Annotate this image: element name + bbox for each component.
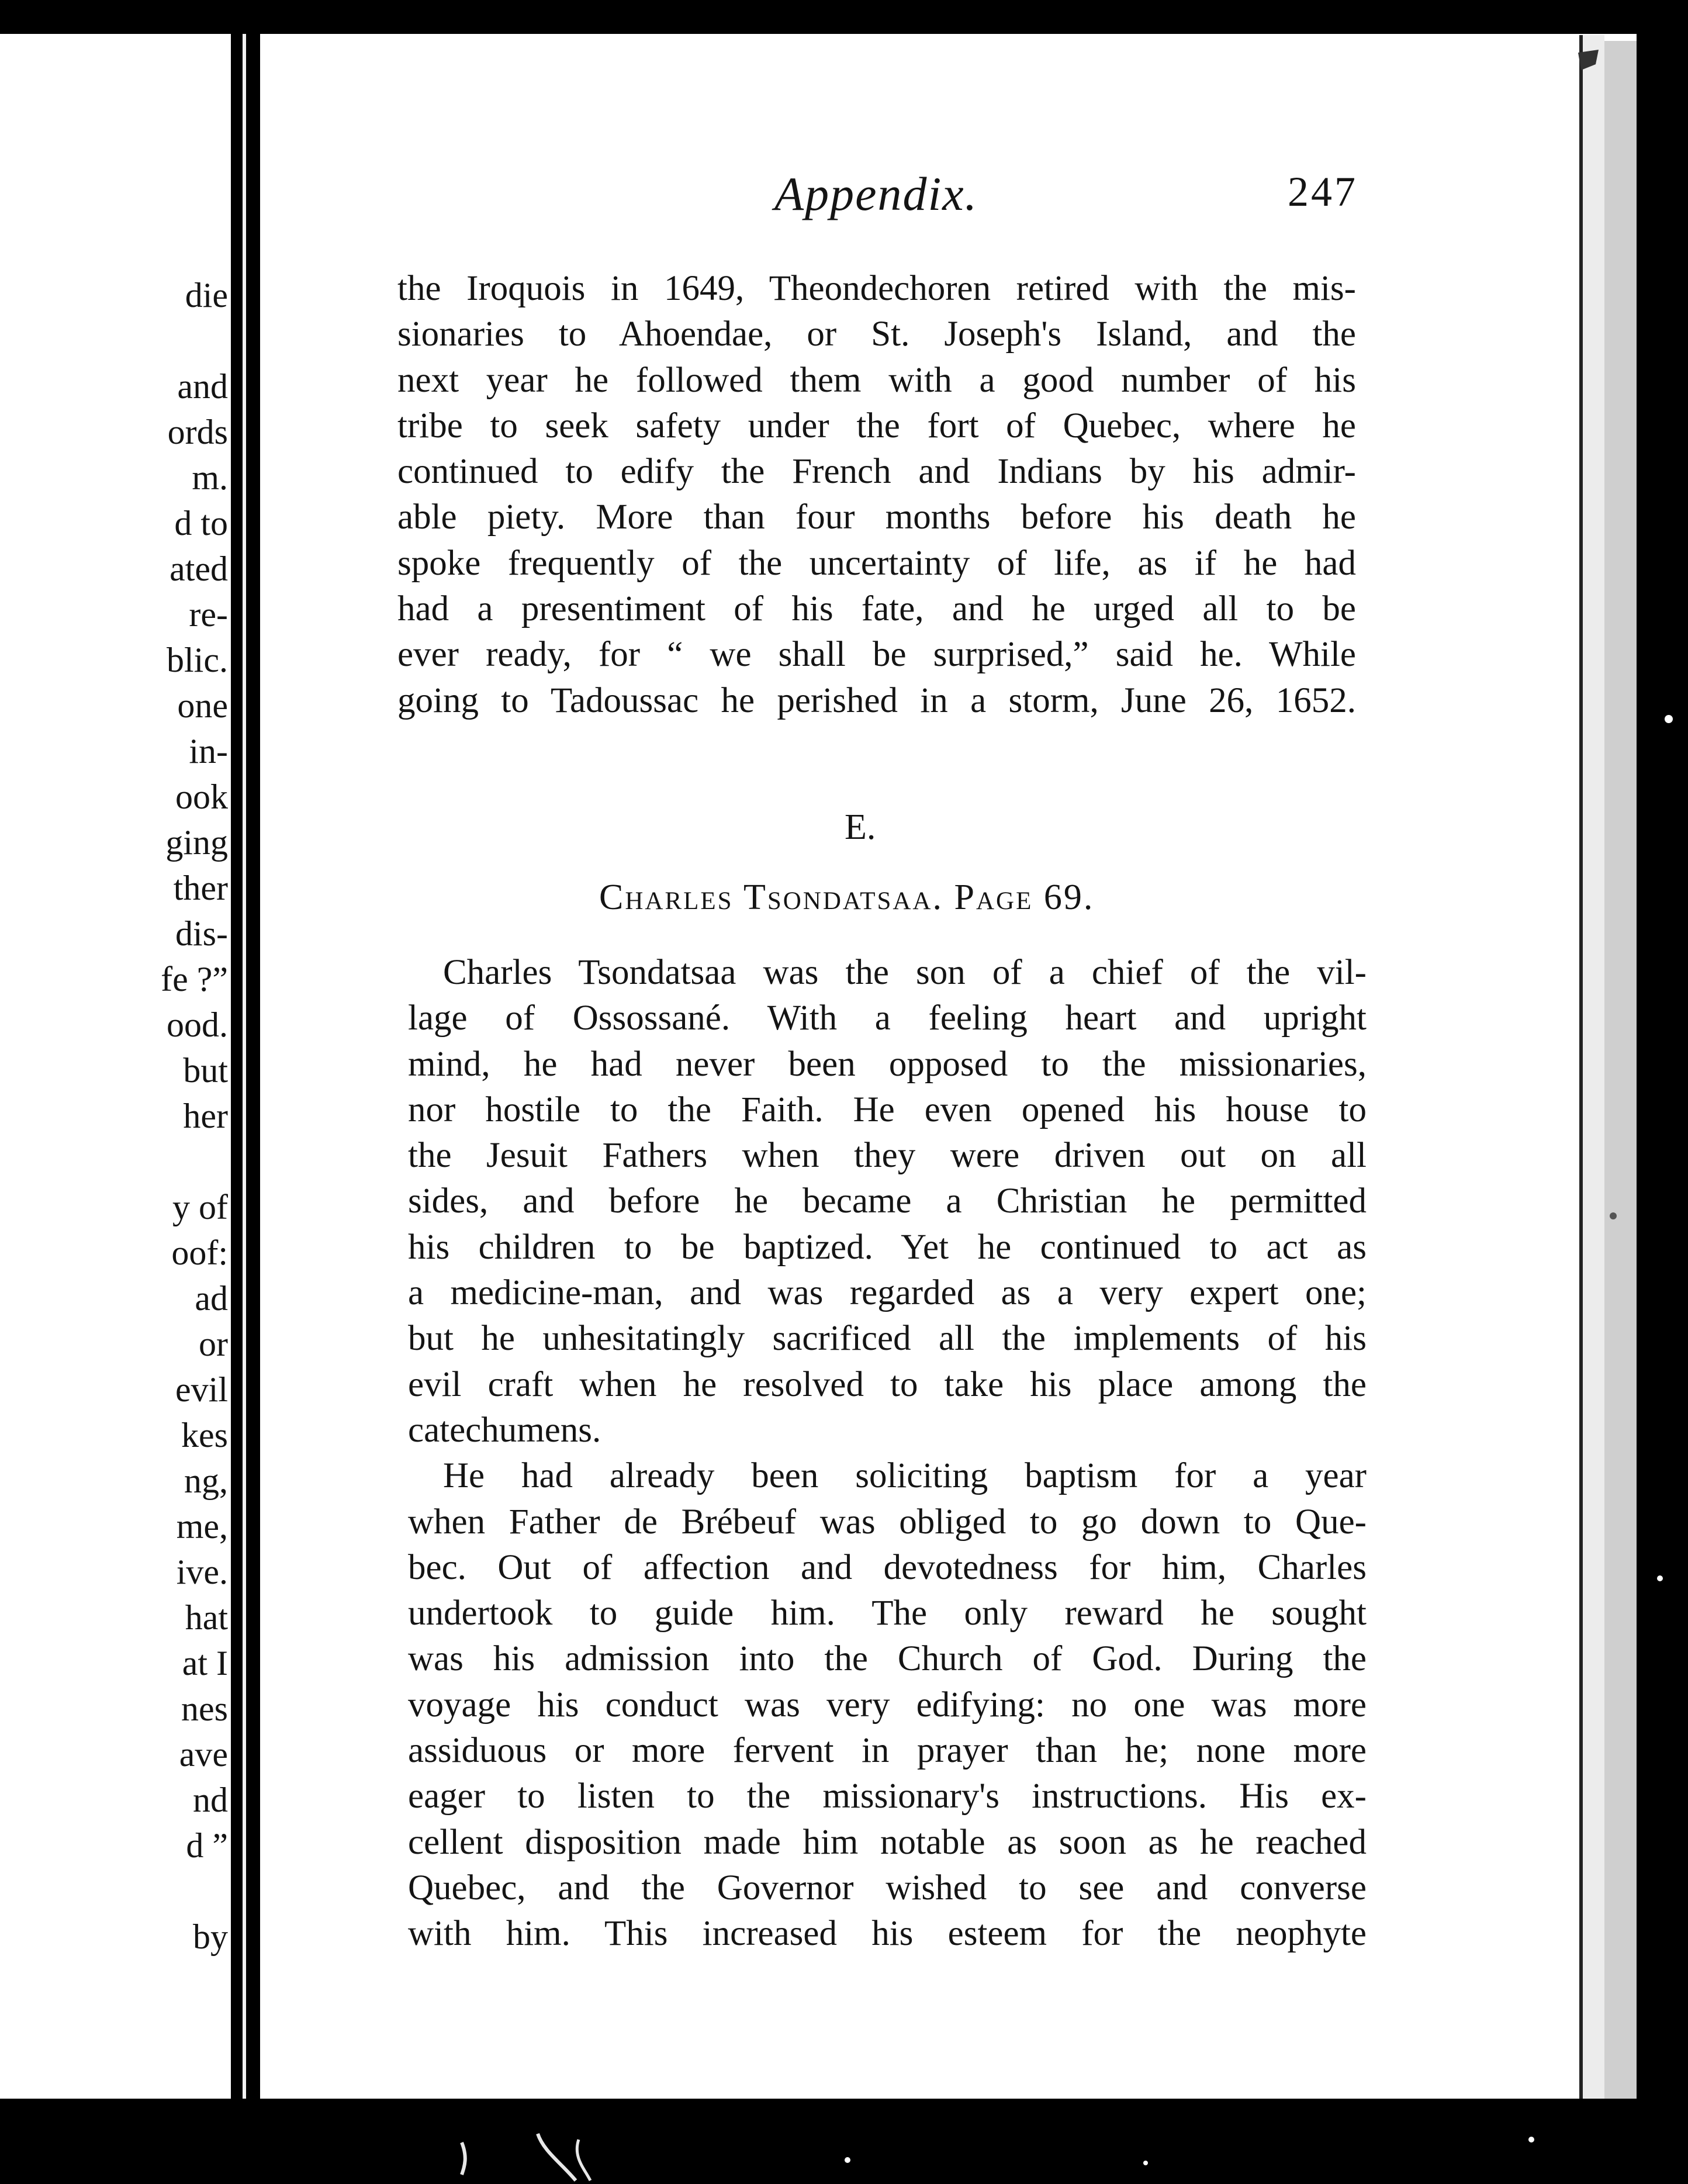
text-line: assiduous or more fervent in prayer than he; none more (408, 1731, 1367, 1771)
speck (1657, 1575, 1663, 1581)
text-line: bec. Out of affection and devotedness for him, Charles (408, 1547, 1367, 1587)
left-line: y of (172, 1188, 228, 1226)
left-line: nes (181, 1689, 228, 1728)
left-line: ood. (167, 1005, 228, 1044)
left-line: her (183, 1097, 228, 1135)
text-line: able piety. More than four months before his death he (397, 497, 1356, 537)
text-line: eager to listen to the missionary's instructions. His ex- (408, 1777, 1367, 1816)
paragraph (408, 950, 1367, 1453)
left-line: ords (167, 413, 228, 451)
left-line: ad (195, 1279, 228, 1318)
text-line: the Jesuit Fathers when they were driven out on all (408, 1136, 1367, 1176)
left-line: blic. (167, 641, 228, 679)
left-line: ook (175, 777, 228, 816)
section-letter: E. (845, 807, 876, 847)
left-line: dis- (175, 914, 228, 953)
left-line: fe ?” (161, 960, 228, 998)
text-line: when Father de Brébeuf was obliged to go down to Que- (408, 1502, 1367, 1542)
left-line: ave (179, 1735, 228, 1774)
text-line: nor hostile to the Faith. He even opened his house to (408, 1090, 1367, 1129)
left-line: but (183, 1051, 228, 1090)
left-line: nd (193, 1781, 228, 1819)
left-line: die (185, 276, 228, 315)
text-line: a medicine-man, and was regarded as a very expert one; (408, 1273, 1367, 1313)
left-line: ther (173, 869, 228, 907)
left-line: d to (174, 504, 228, 542)
speck (1665, 715, 1673, 723)
paragraph (408, 1453, 1367, 1957)
text-line: his children to be baptized. Yet he continued to act as (408, 1227, 1367, 1267)
text-line: continued to edify the French and Indians by his admir- (397, 452, 1356, 492)
book-page (260, 35, 1581, 2099)
text-line: sionaries to Ahoendae, or St. Joseph's Island, and the (397, 315, 1356, 354)
text-line: tribe to seek safety under the fort of Quebec, where he (397, 406, 1356, 445)
speck (1143, 2161, 1148, 2165)
running-head (260, 161, 1371, 225)
speck (1528, 2137, 1534, 2142)
text-line: sides, and before he became a Christian he permitted (408, 1181, 1367, 1221)
running-head-title: Appendix. (774, 167, 978, 220)
text-line: catechumens. (408, 1410, 601, 1450)
left-line: me, (176, 1507, 228, 1546)
left-line: ging (165, 823, 228, 862)
section-body (408, 950, 1367, 1957)
text-line: going to Tadoussac he perished in a storm, June 26, 1652. (397, 680, 1356, 720)
left-line: hat (185, 1598, 228, 1637)
continuation-paragraph (397, 266, 1356, 724)
left-line: and (177, 367, 228, 406)
left-line: oof: (171, 1233, 228, 1272)
right-black-border (1637, 0, 1688, 2184)
left-line: in- (189, 732, 228, 770)
page-edge-light (1581, 35, 1604, 2099)
page-edge-shadow (1601, 41, 1637, 2099)
left-line: one (177, 686, 228, 725)
left-line: re- (189, 595, 228, 634)
text-line: was his admission into the Church of God. During the (408, 1639, 1367, 1679)
page-number: 247 (1288, 168, 1358, 215)
text-line: He had already been soliciting baptism for a year (443, 1456, 1367, 1496)
left-line: kes (181, 1416, 228, 1454)
left-line: evil (175, 1370, 228, 1409)
text-line: the Iroquois in 1649, Theondechoren retired with the mis- (397, 269, 1356, 308)
text-line: cellent disposition made him notable as soon as he reached (408, 1822, 1367, 1862)
left-line: m. (192, 458, 228, 497)
text-line: ever ready, for “ we shall be surprised,” said he. While (397, 635, 1356, 675)
text-line: next year he followed them with a good number of his (397, 360, 1356, 400)
text-line: Charles Tsondatsaa was the son of a chief of the vil- (443, 953, 1367, 992)
text-line: lage of Ossossané. With a feeling heart and upright (408, 998, 1367, 1038)
section-title: Charles Tsondatsaa. Page 69. (599, 877, 1095, 917)
text-line: mind, he had never been opposed to the missionaries, (408, 1044, 1367, 1084)
text-line: had a presentiment of his fate, and he urged all to be (397, 589, 1356, 629)
left-line: ated (170, 550, 228, 588)
left-line: at I (182, 1644, 228, 1682)
left-line: ive. (176, 1553, 228, 1591)
text-line: spoke frequently of the uncertainty of life, as if he had (397, 543, 1356, 583)
left-line: d ” (186, 1826, 228, 1865)
text-line: Quebec, and the Governor wished to see and converse (408, 1868, 1367, 1907)
speck (1610, 1212, 1617, 1219)
left-line: ng, (184, 1461, 228, 1500)
text-line: voyage his conduct was very edifying: no one was more (408, 1685, 1367, 1725)
top-black-border (0, 0, 1688, 34)
bottom-black-border (0, 2099, 1688, 2184)
speck (845, 2157, 850, 2163)
left-line: by (193, 1917, 228, 1956)
text-line: undertook to guide him. The only reward he sought (408, 1594, 1367, 1633)
text-line: evil craft when he resolved to take his place among the (408, 1364, 1367, 1404)
text-line: but he unhesitatingly sacrificed all the implements of his (408, 1319, 1367, 1359)
left-line: or (199, 1325, 228, 1363)
left-page-fragment (0, 0, 234, 2184)
text-line: with him. This increased his esteem for the neophyte (408, 1914, 1367, 1954)
